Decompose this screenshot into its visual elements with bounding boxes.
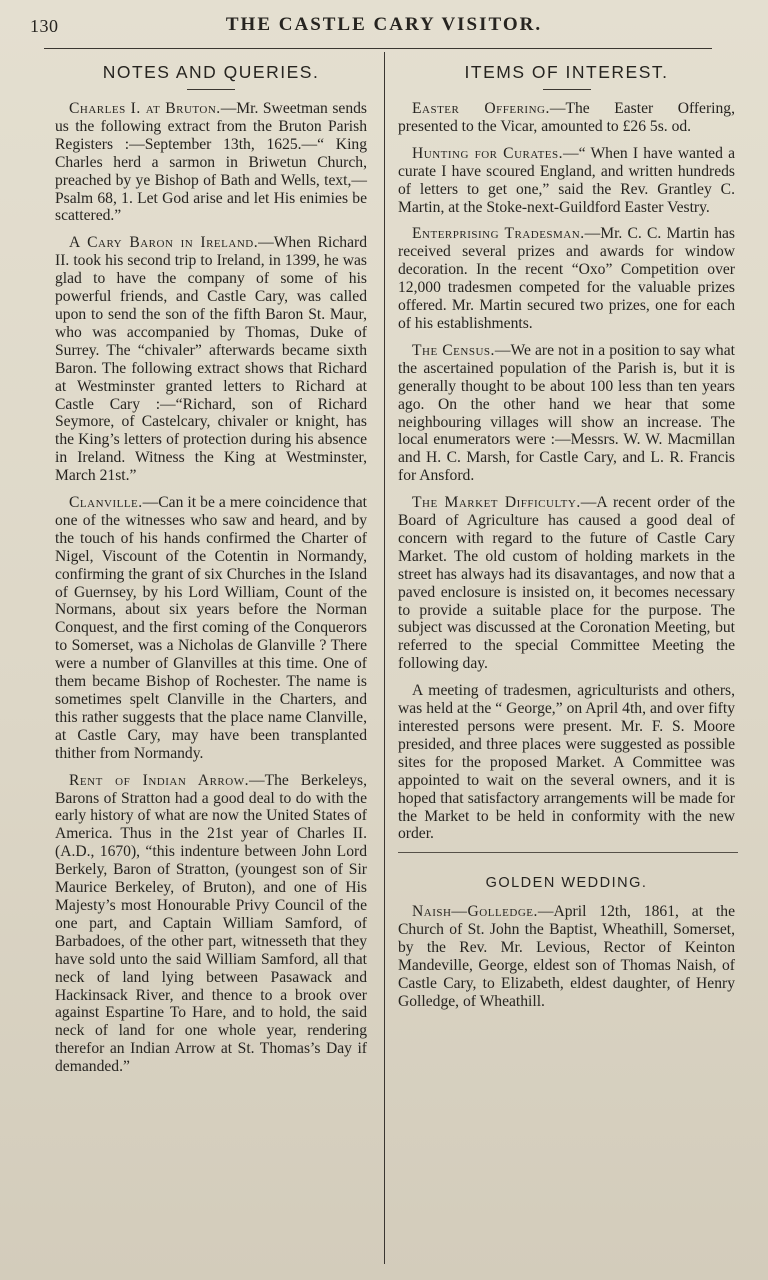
article-title: Clanville.	[69, 494, 143, 512]
article-charles-i-at-bruton	[55, 100, 367, 225]
article-naish-golledge	[398, 903, 735, 1010]
section-rule	[398, 852, 738, 853]
article-body: —The Easter Offering, presented to the Vicar, amounted to £26 5s. od.	[398, 100, 735, 135]
article-the-market-difficulty	[398, 494, 735, 673]
notes-and-queries-column	[55, 58, 367, 1085]
article-easter-offering	[398, 100, 735, 136]
article-the-census	[398, 342, 735, 485]
heading-rule	[543, 89, 591, 90]
article-title: Naish—Golledge.	[412, 903, 538, 921]
header-rule	[44, 48, 712, 49]
article-body: —April 12th, 1861, at the Church of St. John the Baptist, Wheathill, Somerset, by the Rev. Mr. Levious, Rector of Keinton Mandeville, George, eldest son of Thomas Naish, of Castle Cary, to Elizabeth, eldest daughter, of Henry Golledge, of Wheathill.	[398, 903, 735, 1010]
article-body: —“ When I have wanted a curate I have scoured England, and written hundreds of letters to get one,” said the Rev. Grantley C. Martin, at the Stoke-next-Guildford Easter Vestry.	[398, 144, 735, 216]
column-heading: NOTES AND QUERIES.	[102, 62, 320, 82]
article-hunting-for-curates	[398, 145, 735, 217]
article-body: —Mr. C. C. Martin has received several prizes and awards for window decoration. In the recent “Oxo” Competition over 12,000 tradesmen competed for the valuable prizes offered. Mr. Martin secured two prizes, one for each of his establishments.	[398, 225, 735, 332]
article-body: —Can it be a mere coincidence that one of the witnesses who saw and heard, and by the touch of his hands confirmed the Charter of Nigel, Viscount of the Cotentin in Normandy, confirming the grant of six Churches in the Island of Guernsey, by his Lord William, Count of the Normans, about six years before the Norman Conquest, and the first coming of the Conquerors to Somerset, was a Nicholas de Glanville ? There were a number of Glanvilles at this time. One of them became Bishop of Rochester. The name is sometimes spelt Clanville in the Charters, and this rather suggests that the place name Clanville, at Castle Cary, may have been transplanted thither from Normandy.	[55, 494, 367, 762]
article-rent-of-indian-arrow	[55, 772, 367, 1076]
golden-wedding-heading: GOLDEN WEDDING.	[485, 875, 648, 892]
article-body: —When Richard II. took his second trip to Ireland, in 1399, he was glad to have the company of some of his powerful friends, and Castle Cary, was called upon to send the son of the fifth Baron St. Maur, who was accompanied by Thomas, Duke of Surrey. The “chivaler” afterwards became sixth Baron. The following extract shows that Richard at Westminster granted letters to Richard at Castle Cary :—“Richard, son of Richard Seymore, of Castelcary, chivaler or knight, has the King’s letters of protection during his absence in Ireland. Witness the King at Westminster, March 21st.”	[55, 234, 368, 485]
running-title: THE CASTLE CARY VISITOR.	[225, 14, 543, 35]
article-title: Easter Offering.	[412, 100, 550, 117]
page-number: 130	[30, 16, 59, 36]
article-body: —Mr. Sweetman sends us the following extract from the Bruton Parish Registers :—September 13th, 1625.—“ King Charles herd a sarmon in Briwetun Church, preached by ye Bishop of Bath and Wells, text,— Psalm 68, 1. Let God arise and let His enimies be scattered.”	[55, 100, 367, 225]
article-enterprising-tradesman	[398, 225, 735, 332]
article-title: Enterprising Tradesman.	[412, 225, 585, 243]
article-title: The Market Difficulty.	[412, 494, 581, 512]
heading-rule	[187, 89, 235, 90]
article-title: Rent of Indian Arrow.	[69, 771, 249, 789]
article-body: —A recent order of the Board of Agriculture has caused a good deal of concern with regard to the future of Castle Cary Market. The old custom of holding markets in the street has always had its disavantages, and now that a paved enclosure is insisted on, it becomes necessary to provide a suitable place for the purpose. The subject was discussed at the Coronation Meeting, but referred to the special Committee Meeting the following day.	[398, 494, 735, 673]
article-title: A Cary Baron in Ireland.	[69, 234, 259, 252]
article-body: —We are not in a position to say what the ascertained population of the Parish is, but it is generally thought to be about 100 less than ten years ago. On the other hand we hear that some neighbouring villages will show an increase. The local enumerators were :—Messrs. W. W. Macmillan and H. C. Marsh, for Castle Cary, and L. R. Francis for Ansford.	[398, 341, 735, 485]
article-cary-baron-in-ireland	[55, 234, 367, 485]
article-title: Charles I. at Bruton.	[69, 100, 221, 117]
article-title: Hunting for Curates.	[412, 144, 564, 162]
column-divider	[384, 52, 385, 1264]
article-body: A meeting of tradesmen, agriculturists and others, was held at the “ George,” on April 4th, and over fifty interested persons were present. Mr. F. S. Moore presided, and three places were suggested as possible sites for the proposed Market. A Committee was appointed to wait on the several owners, and it is hoped that satisfactory arrangements will be made for the Market to be held in conformity with the new order.	[398, 682, 735, 843]
items-of-interest-column	[398, 58, 735, 1020]
column-heading: ITEMS OF INTEREST.	[464, 62, 669, 82]
article-title: The Census.	[412, 341, 495, 359]
article-body: —The Berkeleys, Barons of Stratton had a good deal to do with the early history of what are now the United States of America. Thus in the 21st year of Charles II. (A.D., 1670), “this indenture between John Lord Berkely, Baron of Stratton, (youngest son of Sir Maurice Berkeley, of Bruton), and one of His Majesty’s most Honourable Privy Council of the one part, and Captain William Samford, of Barbadoes, of the other part, witnesseth that they have sold unto the said William Samford, all that neck of land lying between Pasawack and Hackinsack River, and thence to a brook over against Espartine To Hare, and to hold, the said neck of land for one whole year, rendering therefor an Indian Arrow at St. Thomas’s Day if demanded.”	[55, 771, 367, 1076]
article-market-meeting	[398, 682, 735, 843]
article-clanville	[55, 494, 367, 763]
